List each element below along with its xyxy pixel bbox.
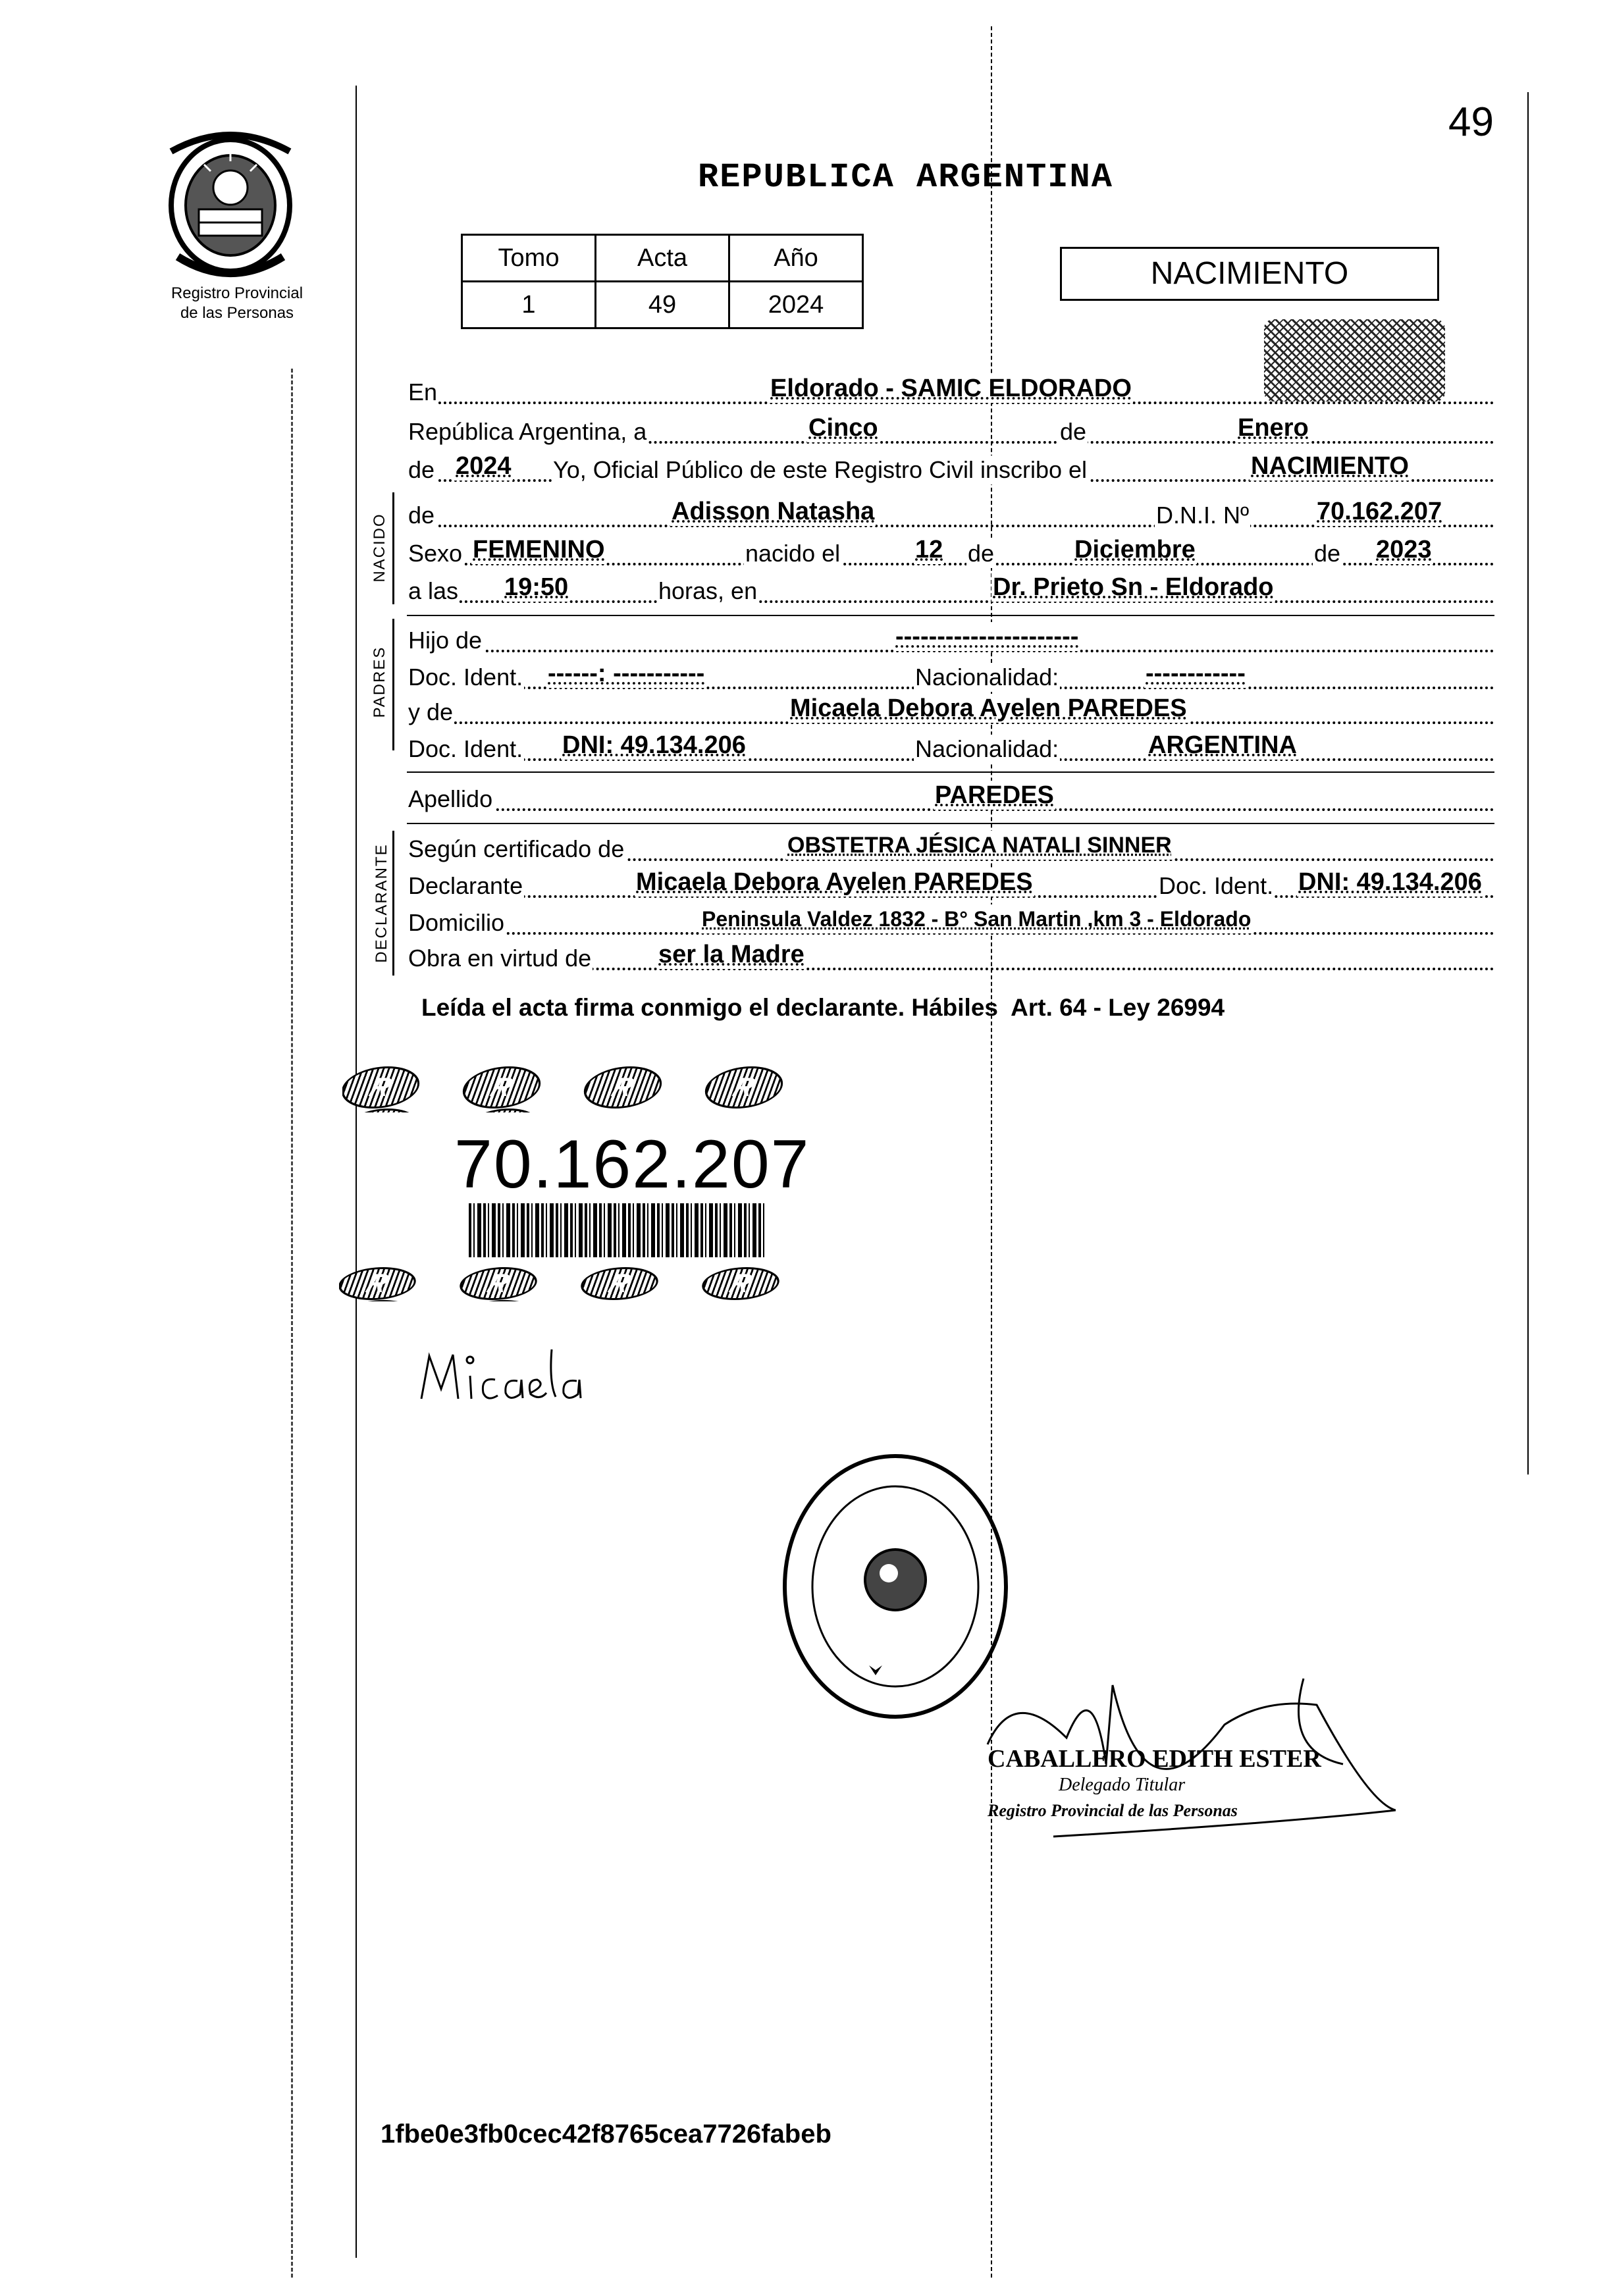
label-de: de — [408, 502, 435, 529]
table-header: Año — [729, 235, 863, 282]
value-mother-nationality: ARGENTINA — [1148, 731, 1297, 759]
row-place — [407, 374, 1494, 408]
row-name — [407, 497, 1494, 531]
r-mark: R — [342, 1066, 427, 1109]
row-certificate — [407, 831, 1494, 865]
fold-line — [991, 26, 992, 2278]
row-date — [407, 413, 1494, 448]
value-sexo: FEMENINO — [473, 536, 605, 563]
label-domicilio: Domicilio — [408, 909, 505, 936]
id-label-number: 70.162.207 — [454, 1126, 810, 1203]
row-year — [407, 452, 1494, 486]
value-time: 19:50 — [504, 573, 569, 601]
row-mother-doc — [407, 731, 1494, 765]
row-father-doc — [407, 659, 1494, 693]
right-margin-line — [1527, 92, 1529, 1474]
declarant-signature — [415, 1336, 586, 1409]
value-obra: ser la Madre — [658, 941, 804, 968]
table-cell: 1 — [462, 282, 596, 328]
value-month: Enero — [1238, 414, 1309, 442]
value-dni: 70.162.207 — [1317, 498, 1442, 525]
r-mark: R — [456, 1066, 547, 1109]
document-hash: 1fbe0e3fb0cec42f8765cea7726fabeb — [381, 2120, 831, 2149]
value-year: 2024 — [456, 452, 512, 480]
act-type-box: NACIMIENTO — [1060, 247, 1439, 301]
registry-name-line1: Registro Provincial — [171, 284, 303, 302]
value-mother: Micaela Debora Ayelen PAREDES — [790, 694, 1187, 722]
row-father — [407, 622, 1494, 656]
registry-name-line2: de las Personas — [180, 304, 294, 322]
label-y-de: y de — [408, 698, 454, 725]
label-a-las: a las — [408, 577, 459, 604]
official-stamp-name: CABALLERO EDITH ESTER — [988, 1745, 1321, 1773]
left-edge-dashes — [291, 369, 293, 2278]
label-segun-certificado: Según certificado de — [408, 835, 625, 862]
country-title: REPUBLICA ARGENTINA — [698, 158, 1113, 197]
value-certificate: OBSTETRA JÉSICA NATALI SINNER — [786, 831, 1173, 860]
r-mark — [339, 1300, 421, 1301]
label-en: En — [408, 378, 438, 405]
left-margin-line — [356, 86, 357, 2258]
label-de: de — [1060, 418, 1087, 445]
value-birth-place: Dr. Prieto Sn - Eldorado — [993, 573, 1274, 601]
label-hijo-de: Hijo de — [408, 627, 483, 654]
section-label-padres: PADRES — [371, 646, 388, 718]
label-doc-ident: Doc. Ident. — [408, 664, 523, 691]
value-declarant-doc: DNI: 49.134.206 — [1298, 868, 1482, 896]
r-mark — [456, 1109, 547, 1112]
official-stamp-role: Delegado Titular — [1059, 1775, 1186, 1795]
r-mark: R — [577, 1066, 668, 1109]
section-bracket-nacido — [392, 492, 394, 604]
label-doc-ident: Doc. Ident. — [1159, 872, 1274, 899]
section-label-nacido: NACIDO — [371, 513, 388, 583]
security-band-bottom — [339, 1267, 928, 1301]
value-place: Eldorado - SAMIC ELDORADO — [770, 375, 1132, 402]
provincia-crest-logo — [158, 125, 303, 283]
row-time-place — [407, 573, 1494, 607]
table-header: Tomo — [462, 235, 596, 282]
section-label-declarante: DECLARANTE — [373, 843, 390, 963]
r-mark: R — [575, 1267, 664, 1300]
divider — [407, 771, 1494, 773]
value-birth-day: 12 — [915, 536, 943, 563]
table-header: Acta — [596, 235, 729, 282]
value-father-doc: ------: ----------- — [548, 660, 705, 687]
row-surname — [407, 781, 1494, 815]
label-dni: D.N.I. Nº — [1156, 502, 1250, 529]
row-declarant — [407, 868, 1494, 902]
security-band-top — [342, 1066, 928, 1112]
label-obra-en-virtud: Obra en virtud de — [408, 945, 592, 972]
value-father: ---------------------- — [895, 623, 1079, 650]
value-event: NACIMIENTO — [1251, 452, 1409, 480]
value-surname: PAREDES — [935, 781, 1054, 809]
r-mark: R — [454, 1267, 542, 1300]
divider — [407, 823, 1494, 824]
label-inscribo: Yo, Oficial Público de este Registro Civil inscribo el — [553, 456, 1088, 483]
r-mark: R — [698, 1066, 789, 1109]
barcode — [469, 1203, 765, 1257]
official-stamp-office: Registro Provincial de las Personas — [988, 1801, 1238, 1820]
label-horas-en: horas, en — [658, 577, 758, 604]
label-doc-ident: Doc. Ident. — [408, 735, 523, 762]
label-republica: República Argentina, a — [408, 418, 647, 445]
value-address: Peninsula Valdez 1832 - B° San Martin ,km 3 - Eldorado — [700, 904, 1252, 933]
value-father-nationality: ------------ — [1146, 660, 1246, 687]
tomo-acta-ano-table — [461, 234, 864, 329]
label-de: de — [1314, 540, 1341, 567]
closing-statement: Leída el acta firma conmigo el declarante. Hábiles Art. 64 - Ley 26994 — [421, 994, 1225, 1021]
label-de: de — [968, 540, 995, 567]
label-declarante: Declarante — [408, 872, 523, 899]
value-mother-doc: DNI: 49.134.206 — [562, 731, 746, 759]
row-mother — [407, 694, 1494, 728]
table-cell: 49 — [596, 282, 729, 328]
table-cell: 2024 — [729, 282, 863, 328]
label-sexo: Sexo — [408, 540, 463, 567]
r-mark: R — [339, 1267, 421, 1300]
row-obra — [407, 940, 1494, 974]
section-bracket-padres — [392, 619, 394, 750]
label-de: de — [408, 456, 435, 483]
label-nacionalidad: Nacionalidad: — [915, 664, 1059, 691]
value-birth-month: Diciembre — [1074, 536, 1196, 563]
label-nacionalidad: Nacionalidad: — [915, 735, 1059, 762]
label-apellido: Apellido — [408, 785, 493, 812]
value-declarant: Micaela Debora Ayelen PAREDES — [636, 868, 1033, 896]
label-nacido-el: nacido el — [745, 540, 841, 567]
page-number: 49 — [1448, 99, 1494, 145]
value-birth-year: 2023 — [1376, 536, 1432, 563]
value-child-name: Adisson Natasha — [672, 498, 875, 525]
value-day-words: Cinco — [808, 414, 878, 442]
section-bracket-declarante — [392, 831, 394, 976]
row-sex-birthdate — [407, 535, 1494, 569]
r-mark — [454, 1300, 542, 1301]
r-mark — [342, 1109, 427, 1112]
divider — [407, 615, 1494, 616]
r-mark: R — [697, 1267, 785, 1300]
row-address — [407, 904, 1494, 939]
